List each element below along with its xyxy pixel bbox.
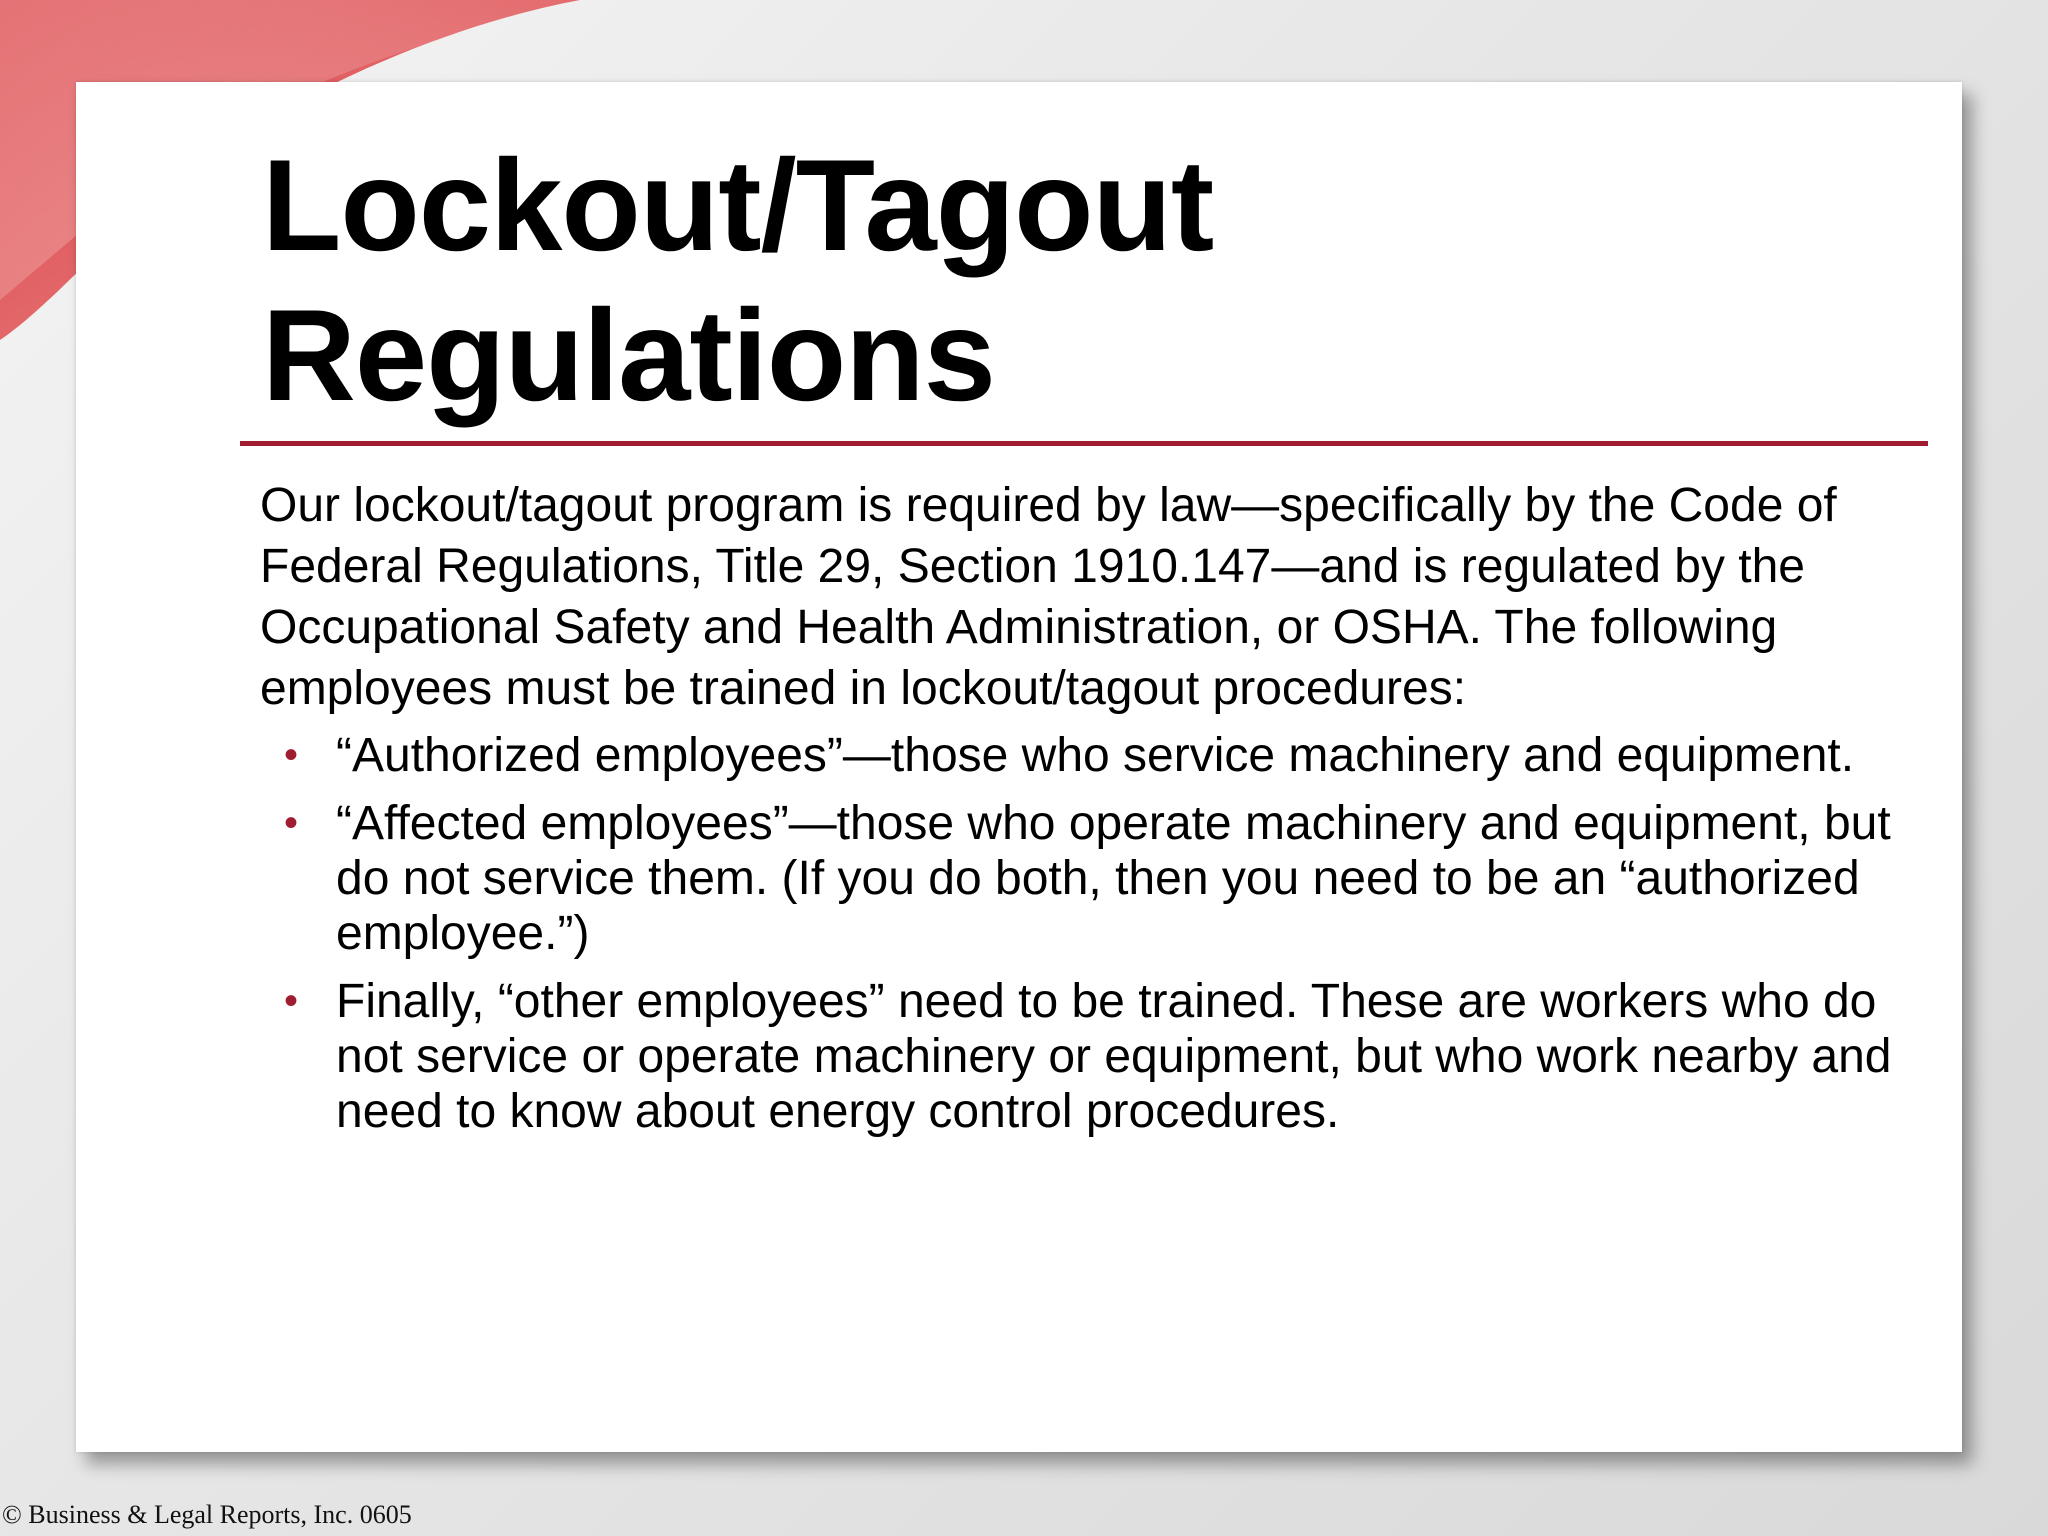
slide-title: Lockout/Tagout Regulations <box>262 132 1214 428</box>
list-item <box>284 728 1924 783</box>
bullet-list <box>284 728 1924 1152</box>
bullet-icon: • <box>284 979 299 1023</box>
list-item <box>284 796 1924 961</box>
copyright-footer: © Business & Legal Reports, Inc. 0605 <box>2 1500 412 1529</box>
bullet-text-authorized: “Authorized employees”—those who service machinery and equipment. <box>336 729 1855 782</box>
title-divider <box>240 441 1928 446</box>
bullet-text-other: Finally, “other employees” need to be trained. These are workers who do not service or operate machinery or equipment, but who work nearby and need to know about energy control procedures. <box>336 975 1892 1138</box>
bullet-icon: • <box>284 733 299 777</box>
intro-paragraph: Our lockout/tagout program is required by law—specifically by the Code of Federal Regulations, Title 29, Section 1910.147—and is regulated by the Occupational Safety and Health Administration, or OSHA. The following employees must be trained in lockout/tagout procedures: <box>260 479 1837 715</box>
bullet-icon: • <box>284 801 299 845</box>
list-item <box>284 974 1924 1139</box>
bullet-text-affected: “Affected employees”—those who operate machinery and equipment, but do not service them. (If you do both, then you need to be an “authorized employee.”) <box>336 797 1891 960</box>
